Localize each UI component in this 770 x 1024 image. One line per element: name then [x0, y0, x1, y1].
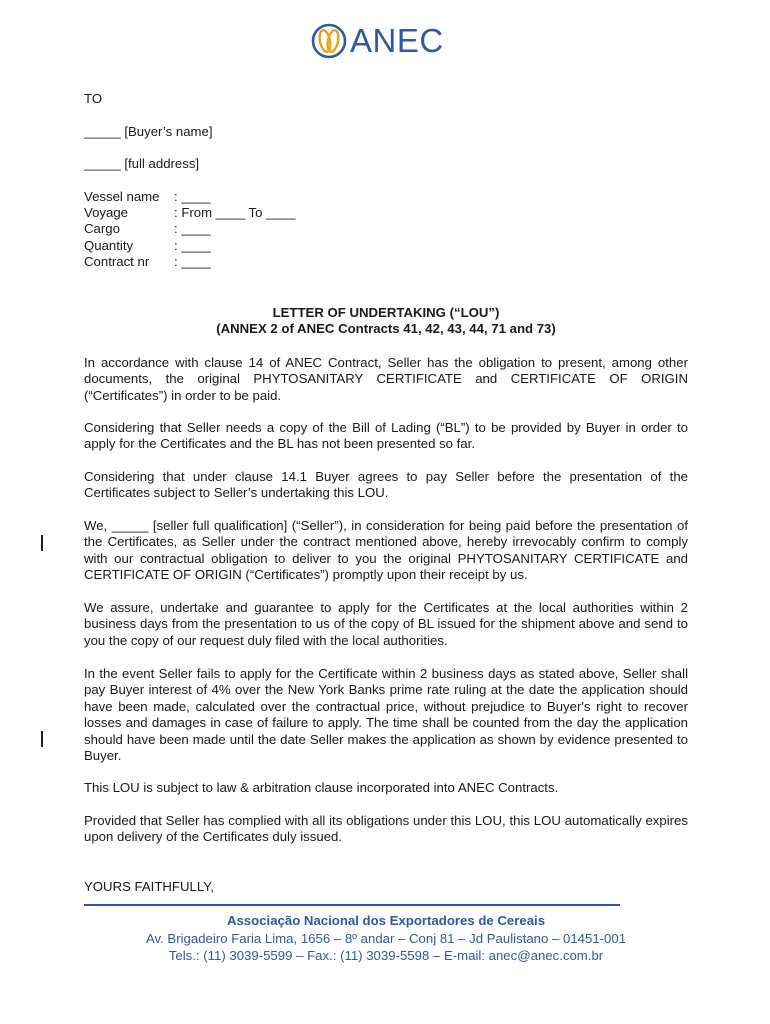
closing-salutation: YOURS FAITHFULLY, — [84, 879, 214, 894]
paragraph: Considering that under clause 14.1 Buyer agrees to pay Seller before the presentation of the Certificates subject to Seller’s undertaking this LOU. — [84, 469, 688, 501]
footer-contacts: Tels.: (11) 3039-5599 – Fax.: (11) 3039-5598 – E-mail: anec@anec.com.br — [168, 948, 604, 963]
footer-divider — [84, 904, 620, 906]
voyage-value: : From ____ To ____ — [174, 205, 296, 220]
paragraph: This LOU is subject to law & arbitration clause incorporated into ANEC Contracts. — [84, 780, 559, 795]
anec-logo-icon — [310, 22, 348, 60]
full-address-field: _____ [full address] — [84, 156, 200, 171]
vessel-name-value: : ____ — [174, 189, 211, 204]
to-label: TO — [84, 91, 103, 106]
contract-nr-label: Contract nr — [84, 254, 150, 269]
footer-org-name: Associação Nacional dos Exportadores de Cereais — [226, 913, 546, 928]
paragraph: In accordance with clause 14 of ANEC Contract, Seller has the obligation to present, among other documents, the original PHYTOSANITARY CERTIFICATE and CERTIFICATE OF ORIGIN (“Certificates”) in order to be paid. — [84, 355, 688, 403]
cargo-label: Cargo — [84, 221, 120, 236]
paragraph: In the event Seller fails to apply for the Certificate within 2 business days as stated above, Seller shall pay Buyer interest of 4% over the New York Banks prime rate ruling at the date the application should have been made, calculated over the contractual price, without prejudice to Buyer's right to recover losses and damages in case of failure to apply. The time shall be counted from the day the application should have been made until the date Seller makes the application as shown by evidence presented to Buyer. — [84, 666, 688, 764]
revision-mark — [41, 731, 43, 747]
footer-address: Av. Brigadeiro Faria Lima, 1656 – 8º andar – Conj 81 – Jd Paulistano – 01451-001 — [145, 931, 627, 946]
document-title: LETTER OF UNDERTAKING (“LOU”) — [272, 305, 500, 320]
quantity-value: : ____ — [174, 238, 211, 253]
logo-text: ANEC — [350, 22, 444, 59]
buyer-name-field: _____ [Buyer’s name] — [84, 124, 213, 139]
cargo-value: : ____ — [174, 221, 211, 236]
anec-logo — [310, 20, 444, 62]
vessel-name-label: Vessel name — [84, 189, 160, 204]
paragraph: Provided that Seller has complied with all its obligations under this LOU, this LOU automatically expires upon delivery of the Certificates duly issued. — [84, 813, 688, 845]
revision-mark — [41, 535, 43, 551]
paragraph: We, _____ [seller full qualification] (“Seller”), in consideration for being paid before the presentation of the Certificates, as Seller under the contract mentioned above, hereby irrevocably confirm to comply with our contractual obligation to deliver to you the original PHYTOSANITARY CERTIFICATE and CERTIFICATE OF ORIGIN (“Certificates”) promptly upon their receipt by us. — [84, 518, 688, 583]
quantity-label: Quantity — [84, 238, 134, 253]
document-subtitle: (ANNEX 2 of ANEC Contracts 41, 42, 43, 44, 71 and 73) — [216, 321, 556, 336]
paragraph: We assure, undertake and guarantee to apply for the Certificates at the local authorities within 2 business days from the presentation to us of the copy of BL issued for the shipment above and send to you the copy of our request duly filed with the local authorities. — [84, 600, 688, 648]
voyage-label: Voyage — [84, 205, 128, 220]
paragraph: Considering that Seller needs a copy of the Bill of Lading (“BL”) to be provided by Buyer in order to apply for the Certificates and the BL has not been presented so far. — [84, 420, 688, 452]
contract-nr-value: : ____ — [174, 254, 211, 269]
